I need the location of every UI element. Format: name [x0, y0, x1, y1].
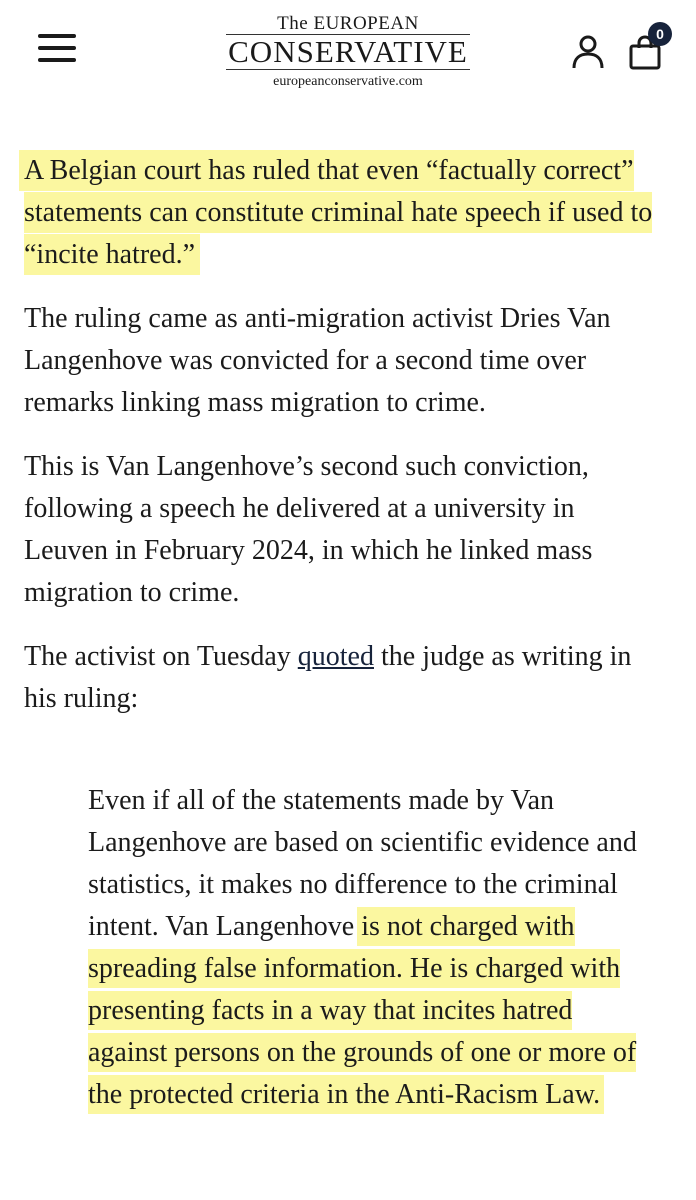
- judge-quote-blockquote: [88, 780, 648, 1116]
- article-paragraph-3: This is Van Langenhove’s second such conviction, following a speech he delivered at a university in Leuven in February 2024, in which he linked mass migration to crime.: [24, 451, 593, 608]
- logo-url-text: europeanconservative.com: [273, 74, 423, 89]
- article-paragraph-1: [24, 150, 664, 276]
- hamburger-menu-icon[interactable]: [38, 34, 76, 64]
- logo-main-text: CONSERVATIVE: [228, 34, 468, 69]
- paragraph-text: The activist on Tuesday: [24, 641, 298, 672]
- site-header: [0, 0, 696, 110]
- highlighted-quote-text: is not charged with spreading false information. He is charged with presenting facts in a way that incites hatred against persons on the grounds of one or more of the protected criteria in the Anti-Racism Law.: [88, 911, 637, 1110]
- cart-count-badge: 0: [648, 22, 672, 46]
- highlighted-text: A Belgian court has ruled that even “factually correct” statements can constitute criminal hate speech if used to “incite hatred.”: [24, 155, 653, 270]
- quote-text: Even if all of the statements made by Van Langenhove are based on scientific evidence and statistics, it makes no difference to the criminal intent. Van Langenhove: [88, 785, 637, 942]
- article-body: [24, 150, 664, 742]
- logo-top-text: The EUROPEAN: [277, 13, 419, 34]
- site-logo[interactable]: [210, 14, 486, 92]
- article-paragraph-2: The ruling came as anti-migration activist Dries Van Langenhove was convicted for a second time over remarks linking mass migration to crime.: [24, 303, 611, 418]
- quoted-link[interactable]: quoted: [297, 641, 374, 672]
- article-paragraph-4: [24, 636, 664, 720]
- account-icon[interactable]: [570, 34, 606, 70]
- paragraph-text: the judge as writing in his ruling:: [24, 641, 632, 714]
